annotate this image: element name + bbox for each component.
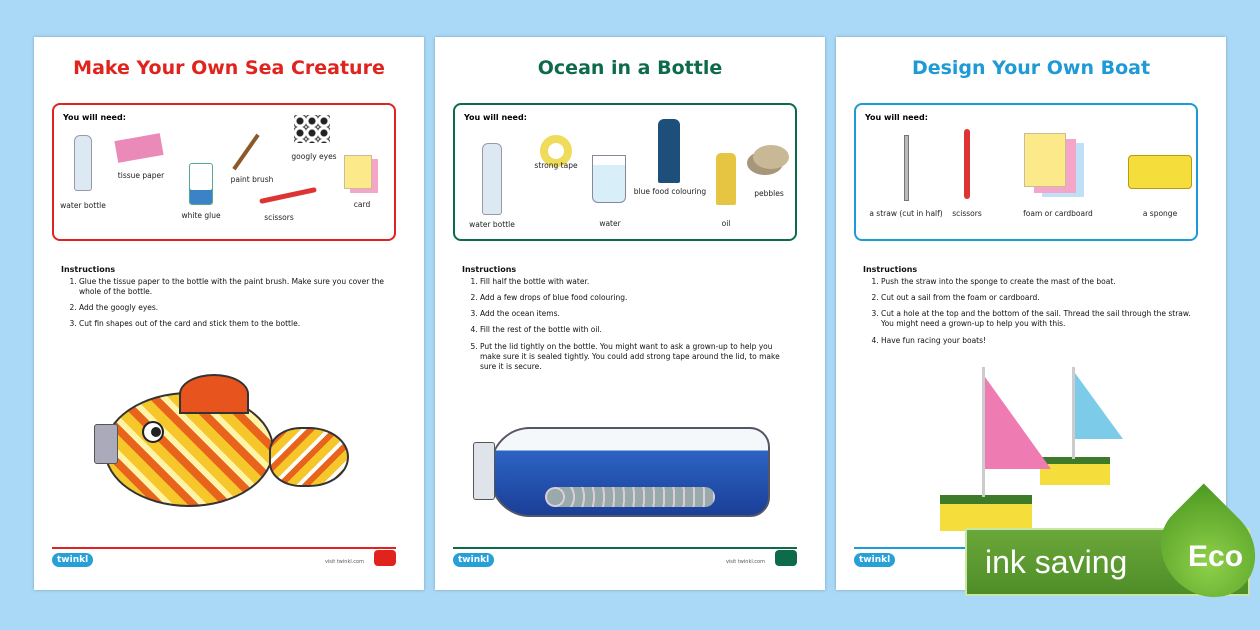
item-label: paint brush (230, 175, 274, 184)
instruction-step: 3. Cut a hole at the top and the bottom of the sail. Thread the sail through the straw. You might need a grown-up to help you with this. (881, 309, 1196, 329)
need-label: You will need: (464, 113, 527, 122)
ink-saving-text: ink saving (985, 544, 1128, 580)
item-label: card (353, 200, 371, 209)
item-label: strong tape (534, 161, 578, 170)
item-label: tissue paper (117, 171, 165, 180)
item-label: blue food colouring (633, 187, 707, 196)
instruction-step: 5. Put the lid tightly on the bottle. You might want to ask a grown-up to help you make sure it is sealed tightly. You could add strong tape around the lid, to make sure it is secure. (480, 342, 795, 372)
foam-sheets-icon (1024, 133, 1066, 187)
footer-line (453, 547, 797, 549)
instruction-step: 4. Have fun racing your boats! (881, 336, 1196, 346)
bottle-icon (482, 143, 502, 215)
twinkl-logo: twinkl (453, 553, 494, 567)
instructions-heading: Instructions (863, 265, 918, 274)
materials-box (52, 103, 396, 241)
bottle-icon (74, 135, 92, 191)
item-label: water bottle (469, 220, 515, 229)
paint-brush-icon (232, 134, 259, 171)
instruction-step: 3. Add the ocean items. (480, 309, 795, 319)
worksheet-ocean-bottle (435, 37, 825, 590)
instruction-step: 4. Fill the rest of the bottle with oil. (480, 325, 795, 335)
glass-of-water-icon (592, 155, 626, 203)
instruction-step: 1. Push the straw into the sponge to create the mast of the boat. (881, 277, 1196, 287)
page-title: Make Your Own Sea Creature (73, 57, 385, 79)
item-label: a straw (cut in half) (869, 209, 943, 218)
glue-icon (189, 163, 213, 205)
need-label: You will need: (865, 113, 928, 122)
item-label: water (599, 219, 621, 228)
materials-box (453, 103, 797, 241)
site-link[interactable]: visit twinkl.com (725, 559, 765, 565)
scissors-icon (964, 129, 970, 199)
sponge-icon (1128, 155, 1192, 189)
instruction-step: 2. Add a few drops of blue food colouring. (480, 293, 795, 303)
item-label: foam or cardboard (1023, 209, 1093, 218)
card-icon (344, 155, 372, 189)
badge-icon (374, 550, 396, 566)
item-label: scissors (264, 213, 294, 222)
materials-box (854, 103, 1198, 241)
instruction-step: 1. Fill half the bottle with water. (480, 277, 795, 287)
twinkl-logo: twinkl (854, 553, 895, 567)
instruction-step: 1. Glue the tissue paper to the bottle with the paint brush. Make sure you cover the whole of the bottle. (79, 277, 394, 297)
instructions-heading: Instructions (462, 265, 517, 274)
item-label: white glue (181, 211, 221, 220)
item-label: pebbles (754, 189, 784, 198)
instruction-step: 2. Add the googly eyes. (79, 303, 394, 313)
instruction-step: 2. Cut out a sail from the foam or cardboard. (881, 293, 1196, 303)
food-colouring-icon (658, 119, 680, 183)
tissue-paper-icon (114, 133, 163, 163)
page-title: Design Your Own Boat (911, 57, 1151, 79)
pebbles-icon (753, 145, 789, 169)
instructions (863, 265, 1196, 352)
instructions (462, 265, 795, 378)
need-label: You will need: (63, 113, 126, 122)
item-label: oil (721, 219, 731, 228)
googly-eyes-icon (294, 115, 330, 143)
worksheet-sea-creature (34, 37, 424, 590)
instructions (61, 265, 394, 336)
twinkl-logo: twinkl (52, 553, 93, 567)
eco-label: Eco (1188, 540, 1244, 573)
item-label: googly eyes (291, 152, 337, 161)
page-title: Ocean in a Bottle (537, 57, 723, 79)
footer-line (52, 547, 396, 549)
worksheet-boat (836, 37, 1226, 590)
item-label: a sponge (1142, 209, 1178, 218)
instruction-step: 3. Cut fin shapes out of the card and stick them to the bottle. (79, 319, 394, 329)
item-label: water bottle (60, 201, 106, 210)
item-label: scissors (952, 209, 982, 218)
scissors-icon (259, 187, 317, 204)
straw-icon (904, 135, 909, 201)
site-link[interactable]: visit twinkl.com (324, 559, 364, 565)
instructions-heading: Instructions (61, 265, 116, 274)
badge-icon (775, 550, 797, 566)
